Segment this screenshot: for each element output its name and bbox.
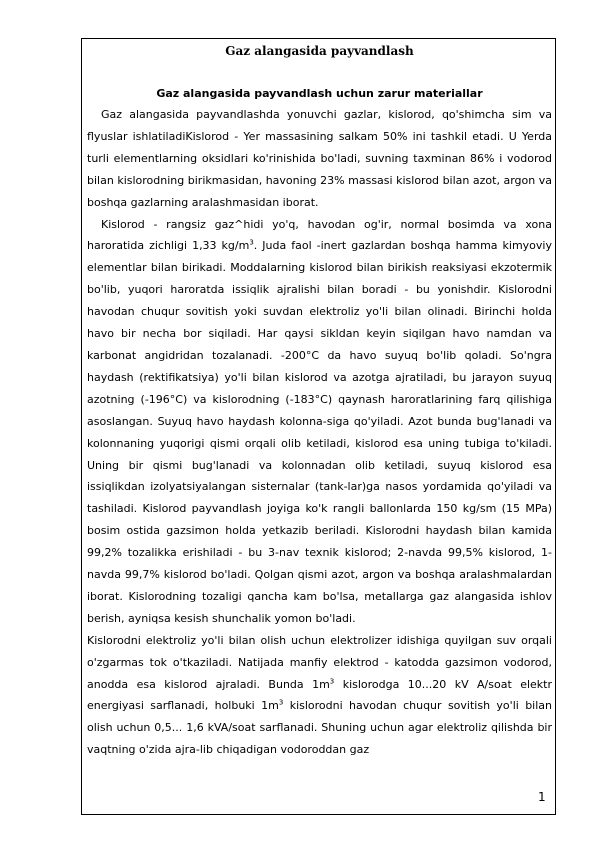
paragraph-3 [87, 630, 552, 761]
page-number: 1 [538, 790, 546, 804]
paragraph-3-text-a: Kislorodni elektroliz yo'li bilan olish uchun elektrolizer idishiga quyilgan suv orqali o'zgarmas tok o'tkaziladi. Natijada manfiy elektrod - katodda gazsimon vodorod, anodda esa kislorod ajraladi. Bunda 1m [87, 633, 552, 691]
paragraph-2 [87, 214, 552, 630]
superscript: 3 [278, 698, 284, 707]
paragraph-3-text-c: kislorodni havodan chuqur sovitish yo'li bilan olish uchun 0,5... 1,6 kVA/soat sarflanadi. Shuning uchun agar elektroliz qilishda bir vaqtning o'zida ajra-lib chiqadigan vodoroddan gaz [87, 699, 552, 757]
section-heading: Gaz alangasida payvandlash uchun zarur materiallar [156, 87, 483, 100]
superscript: 3 [329, 676, 335, 685]
paragraph-1: Gaz alangasida payvandlashda yonuvchi gazlar, kislorod, qo'shimcha sim va flyuslar ishlatiladiKislorod - Yer massasining salkam 50% ini tashkil etadi. U Yerda turli elementlarning oksidlari ko'rinishida bo'ladi, suvning taxminan 86% i vodorod bilan kislorodning birikmasidan, havoning 23% massasi kislorod bilan azot, argon va boshqa gazlarning aralashmasidan iborat. [87, 108, 552, 209]
paragraph-3-text-b: kislorodga 10...20 kV A/soat elektr energiyasi sarflanadi, holbuki 1m [87, 677, 552, 713]
superscript: 3 [249, 238, 254, 247]
paragraph-2-text-b: . Juda faol -inert gazlardan boshqa hamma kimyoviy elementlar bilan birikadi. Moddalarning kislorod bilan birikish reaksiyasi ekzotermik bo'lib, yuqori haroratda issiqlik ajralishi bilan boradi - bu yonishdir. Kislorodni havodan chuqur sovitish yoki suvdan elektroliz yo'li bilan olinadi. Birinchi holda havo bir necha bor siqiladi. Har qaysi sikldan keyin siqilgan havo namdan va karbonat angidridan tozalanadi. -200°C da havo suyuq bo'lib qoladi. So'ngra haydash (rektifikatsiya) yo'li bilan kislorod va azotga ajratiladi, bu jarayon suyuq azotning (-196°C) va kislorodning (-183°C) qaynash haroratlarining farq qilishiga asoslangan. Suyuq havo haydash kolonna-siga qo'yiladi. Azot bunda bug'lanadi va kolonnaning yuqorigi qismi orqali olib ketiladi, kislorod esa uning tubiga to'kiladi. Uning bir qismi bug'lanadi va kolonnadan olib ketiladi, suyuq kislorod esa issiqlikdan izolyatsiyalangan sisternalar (tank-lar)ga nasos yordamida qo'yiladi va tashiladi. Kislorod payvandlash joyiga ko'k rangli ballonlarda 150 kg/sm (15 MPa) bosim ostida gazsimon holda yetkazib beriladi. Kislorodni haydash bilan kamida 99,2% tozalikka erishiladi - bu 3-nav texnik kislorod; 2-navda 99,5% kislorod, 1-navda 99,7% kislorod bo'ladi. Qolgan qismi azot, argon va boshqa aralashmalardan iborat. Kislorodning tozaligi qancha kam bo'lsa, metallarga gaz alangasida ishlov berish, ayniqsa kesish shunchalik yomon bo'ladi. [87, 239, 552, 625]
paragraph-2-text-a: Kislorod - rangsiz gaz^hidi yo'q, havodan og'ir, normal bosimda va xona haroratida zichligi 1,33 kg/m [87, 217, 552, 253]
document-title: Gaz alangasida payvandlash [225, 44, 414, 58]
document-body [87, 41, 552, 761]
